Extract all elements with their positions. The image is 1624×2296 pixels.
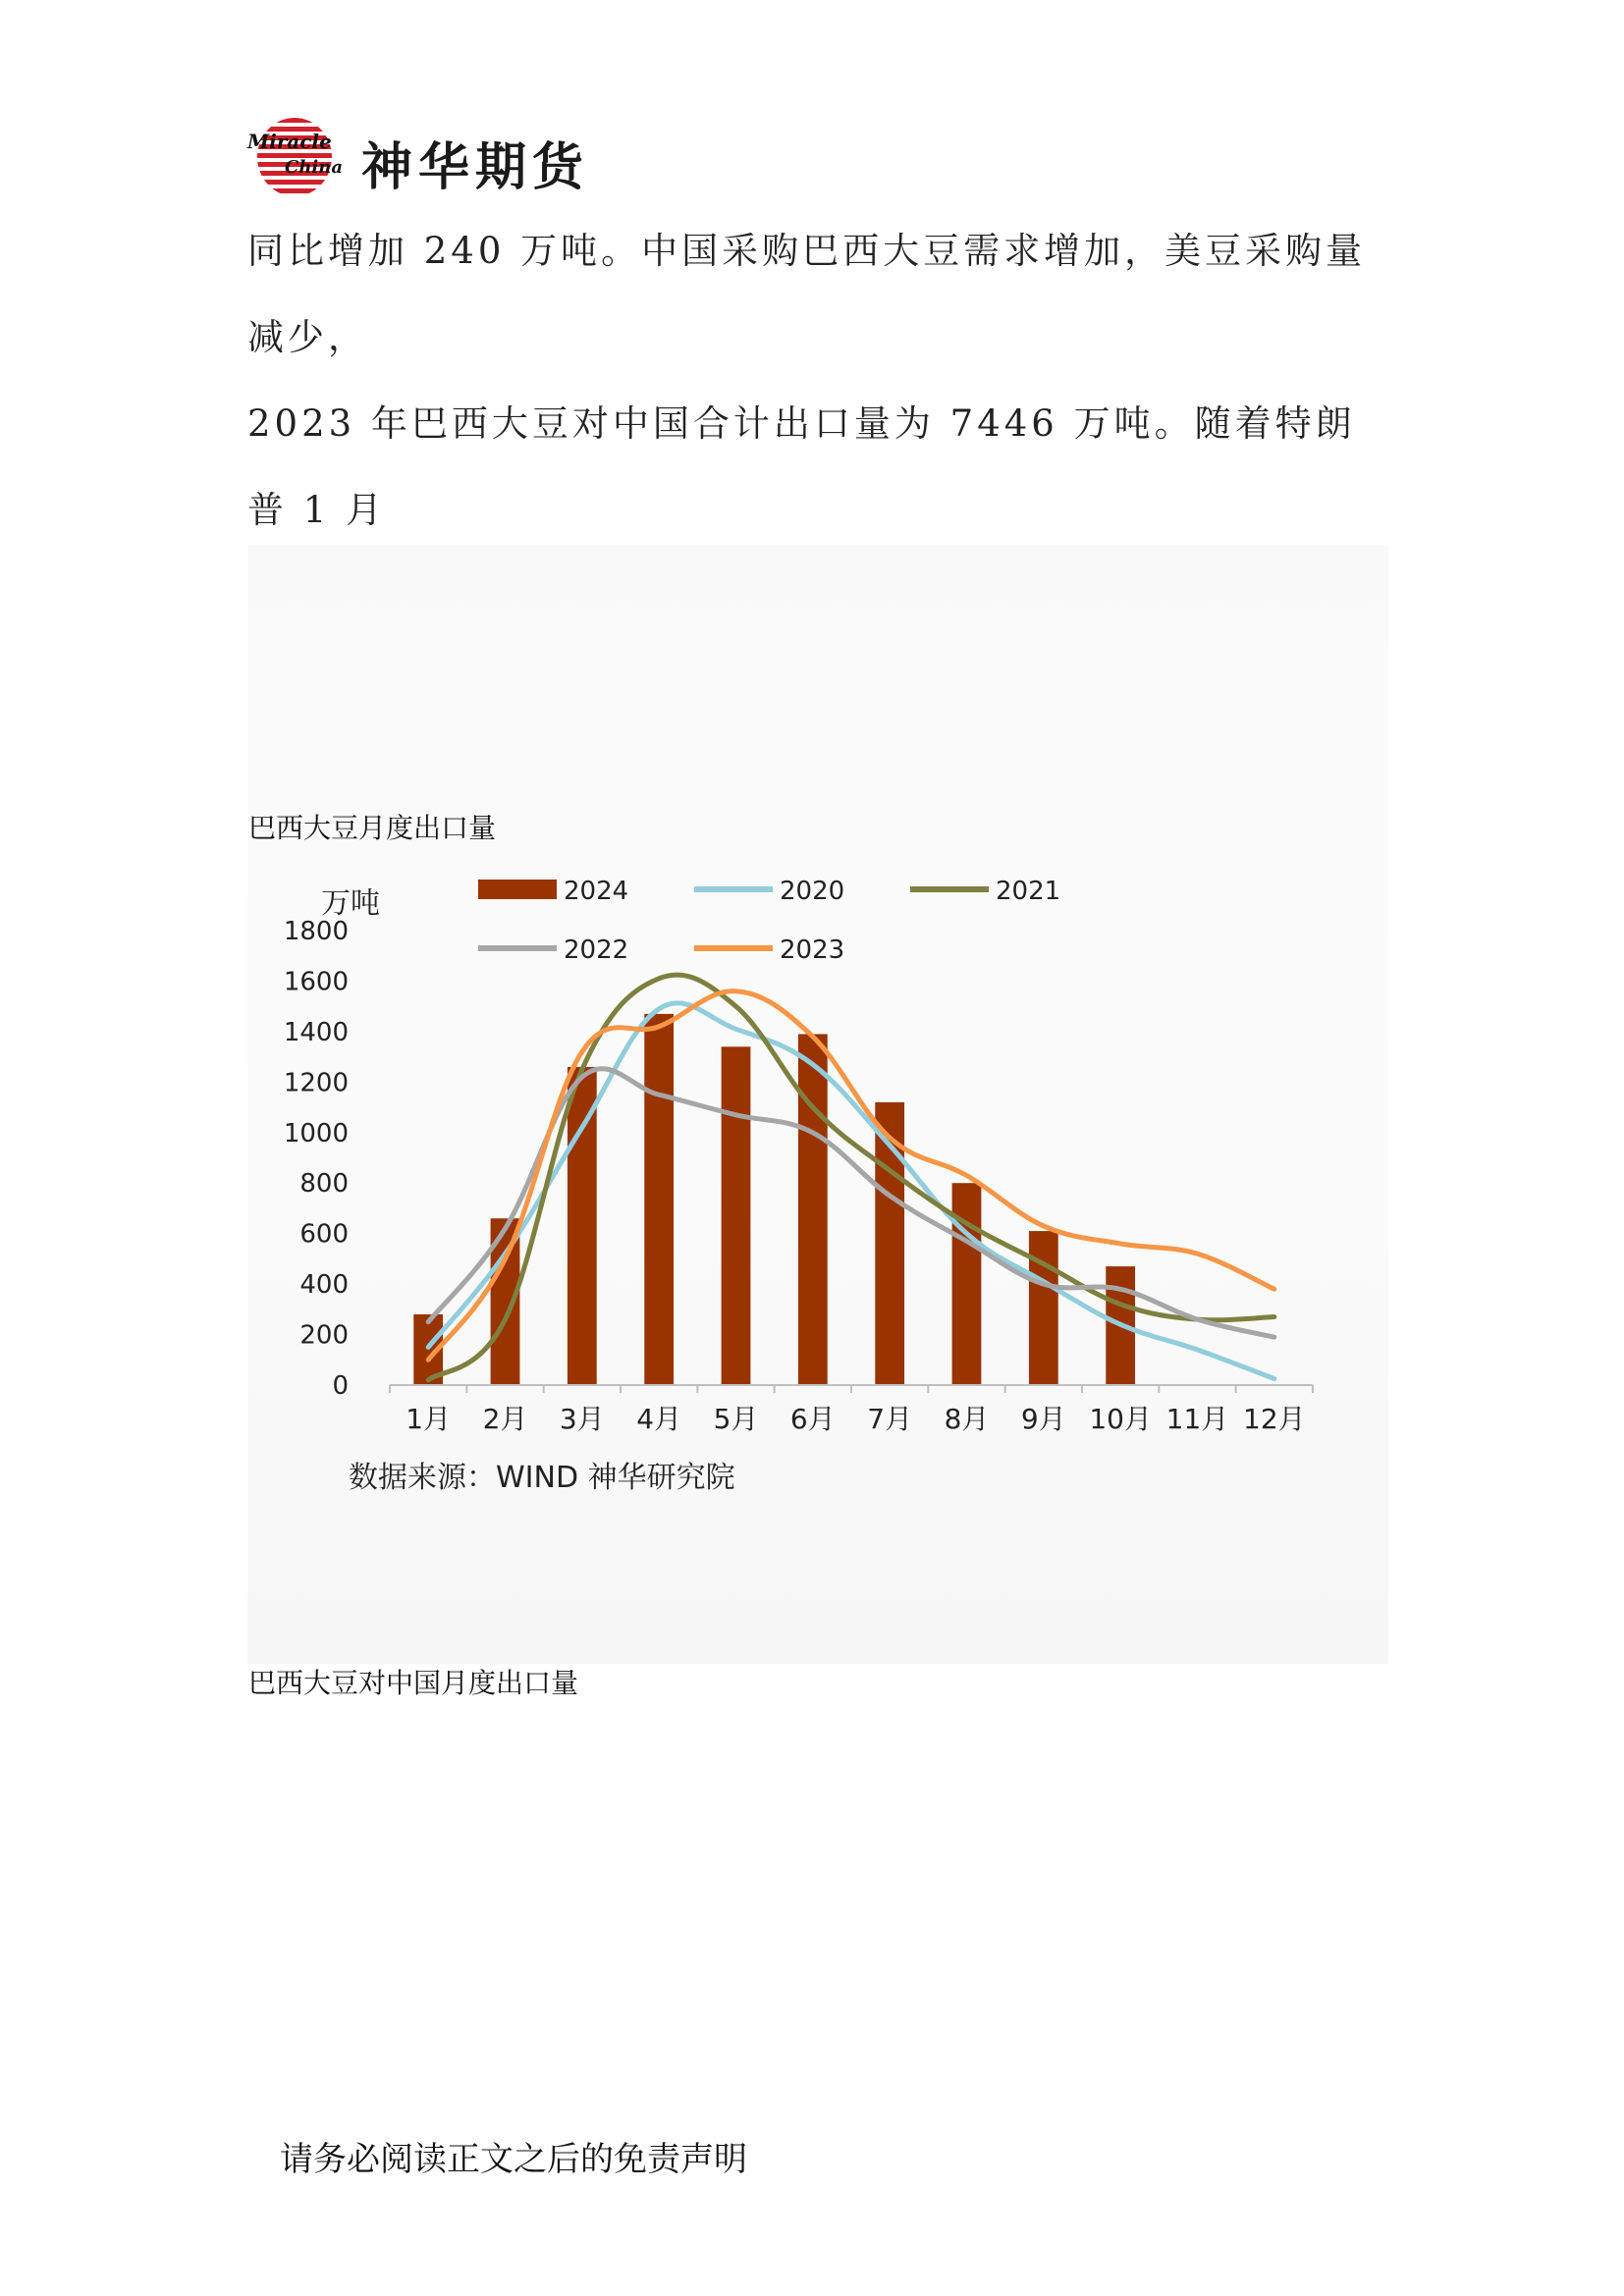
y-tick-label: 800 xyxy=(299,1169,349,1200)
logo-text: 神华期货 xyxy=(361,138,590,197)
logo-mark-word-2: China xyxy=(285,157,344,178)
bar-2024-6 xyxy=(798,1034,828,1385)
y-tick-label: 600 xyxy=(299,1219,349,1250)
bar-2024-4 xyxy=(644,1014,674,1385)
y-tick-label: 200 xyxy=(299,1320,349,1351)
y-tick-label: 1800 xyxy=(283,917,349,946)
figure-2-caption: 巴西大豆对中国月度出口量 xyxy=(248,1667,579,1699)
company-logo-mark xyxy=(245,116,344,198)
legend-label-2024: 2024 xyxy=(564,877,629,906)
disclaimer-footer: 请务必阅读正文之后的免责声明 xyxy=(280,2140,747,2179)
legend-label-2021: 2021 xyxy=(996,877,1061,906)
bar-2024-8 xyxy=(952,1183,982,1385)
y-axis-ticks xyxy=(284,917,349,1401)
y-axis-label: 万吨 xyxy=(321,886,380,921)
x-tick-label: 1月 xyxy=(406,1403,452,1435)
y-tick-label: 1600 xyxy=(283,967,349,997)
x-tick-label: 6月 xyxy=(789,1403,836,1435)
line-series-group xyxy=(428,975,1274,1380)
x-tick-label: 2月 xyxy=(482,1403,528,1435)
x-tick-label: 5月 xyxy=(713,1403,759,1435)
figure-1-caption: 巴西大豆月度出口量 xyxy=(248,812,497,844)
y-tick-label: 0 xyxy=(332,1371,349,1401)
company-logo xyxy=(245,116,599,204)
legend-swatch-2024 xyxy=(478,880,557,899)
y-tick-label: 400 xyxy=(299,1270,349,1301)
x-tick-label: 4月 xyxy=(636,1403,682,1435)
x-axis-ticks xyxy=(390,1385,1313,1435)
bar-2024-5 xyxy=(722,1046,751,1385)
x-tick-label: 11月 xyxy=(1165,1403,1229,1435)
bar-2024-9 xyxy=(1029,1231,1058,1385)
monthly-export-chart xyxy=(247,852,1327,1500)
legend-label-2023: 2023 xyxy=(780,935,845,965)
y-tick-label: 1200 xyxy=(283,1068,349,1098)
paragraph-line: 2023 年巴西大豆对中国合计出口量为 7446 万吨。随着特朗普 1 月 xyxy=(247,402,1356,531)
paragraph-line: 同比增加 240 万吨。中国采购巴西大豆需求增加，美豆采购量减少， xyxy=(247,230,1367,358)
x-tick-label: 7月 xyxy=(867,1403,913,1435)
x-tick-label: 12月 xyxy=(1243,1403,1306,1435)
line-2021 xyxy=(428,975,1274,1380)
chart-canvas xyxy=(247,852,1327,1500)
figure-1-source: 数据来源：WIND 神华研究院 xyxy=(349,1461,735,1495)
x-tick-label: 10月 xyxy=(1089,1403,1152,1435)
legend-label-2022: 2022 xyxy=(564,935,629,965)
y-tick-label: 1400 xyxy=(283,1017,349,1047)
chart-legend xyxy=(478,877,1060,965)
x-tick-label: 3月 xyxy=(559,1403,605,1435)
y-tick-label: 1000 xyxy=(283,1118,349,1148)
x-tick-label: 9月 xyxy=(1020,1403,1066,1435)
x-tick-label: 8月 xyxy=(944,1403,990,1435)
legend-label-2020: 2020 xyxy=(780,877,845,906)
line-2020 xyxy=(428,1003,1274,1379)
logo-mark-word-1: Miracle xyxy=(247,130,332,153)
